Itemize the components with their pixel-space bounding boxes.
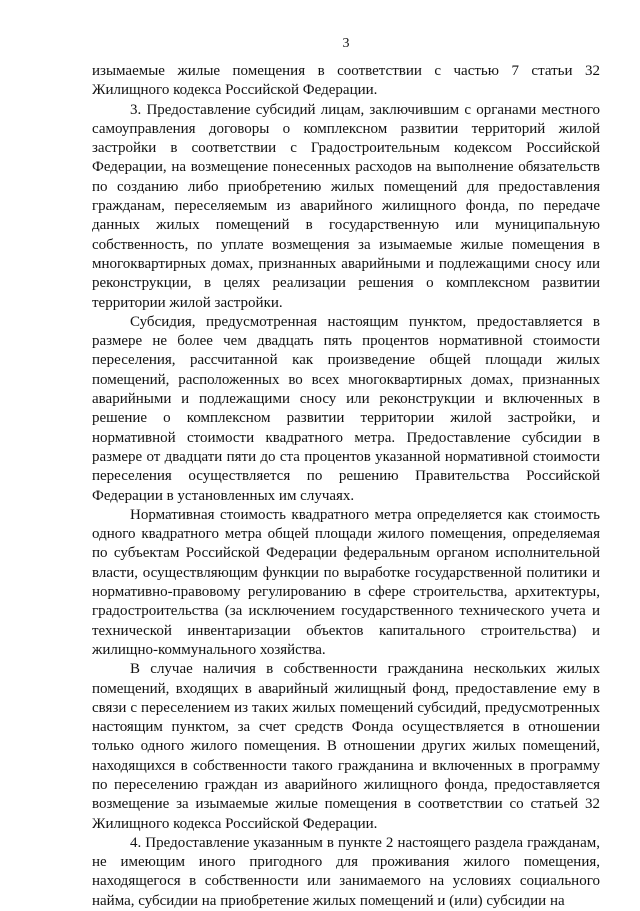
paragraph-item-4: 4. Предоставление указанным в пункте 2 настоящего раздела гражданам, не имеющим иного пригодного для проживания жилого помещения, находящегося в собственности или занимаемого на условиях социального найма, субсидии на приобретение жилых помещений и (или) субсидии на [92, 834, 600, 909]
paragraph-item-3: 3. Предоставление субсидий лицам, заключившим с органами местного самоуправления договоры о комплексном развитии территорий жилой застройки в соответствии с Градостроительным кодексом Российской Федерации, на возмещение понесенных расходов на выполнение обязательств по созданию либо приобретению жилых помещений для предоставления гражданам, переселяемым из аварийного жилищного фонда, по передаче данных жилых помещений в государственную или муниципальную собственность, по уплате возмещения за изымаемые жилые помещения в многоквартирных домах, признанных аварийными и подлежащими сносу или реконструкции, в целях реализации решения о комплексном развитии территории жилой застройки. [92, 101, 600, 311]
paragraph-multiple-premises: В случае наличия в собственности гражданина нескольких жилых помещений, входящих в аварийный жилищный фонд, предоставление ему в связи с переселением из таких жилых помещений субсидий, предусмотренных настоящим пунктом, за счет средств Фонда осуществляется в отношении только одного жилого помещения. В отношении других жилых помещений, находящихся в собственности такого гражданина и включенных в программу по переселению граждан из аварийного жилищного фонда, предоставляется возмещение за изымаемые жилые помещения в соответствии со статьей 32 Жилищного кодекса Российской Федерации. [92, 661, 600, 832]
page-number: 3 [342, 36, 350, 51]
paragraph-normative-cost: Нормативная стоимость квадратного метра определяется как стоимость одного квадратного метра общей площади жилого помещения, определяемая по субъектам Российской Федерации федеральным органом исполнительной власти, осуществляющим функции по выработке государственной политики и нормативно-правовому регулированию в сфере строительства, архитектуры, градостроительства (за исключением государственного технического учета и технической инвентаризации объектов капитального строительства) и жилищно-коммунального хозяйства. [92, 506, 600, 658]
document-body [92, 62, 600, 911]
document-page [92, 0, 600, 909]
paragraph-subsidy-amount: Субсидия, предусмотренная настоящим пунктом, предоставляется в размере не более чем двадцать пять процентов нормативной стоимости переселения, рассчитанной как произведение общей площади жилых помещений, расположенных во всех многоквартирных домах, признанных аварийными и подлежащими сносу или реконструкции и включенных в решение о комплексном развитии территории жилой застройки, и нормативной стоимости квадратного метра. Предоставление субсидии в размере от двадцати пяти до ста процентов указанной нормативной стоимости переселения осуществляется по решению Правительства Российской Федерации в установленных им случаях. [92, 313, 600, 504]
paragraph-continuation: изымаемые жилые помещения в соответствии с частью 7 статьи 32 Жилищного кодекса Российской Федерации. [92, 63, 600, 99]
